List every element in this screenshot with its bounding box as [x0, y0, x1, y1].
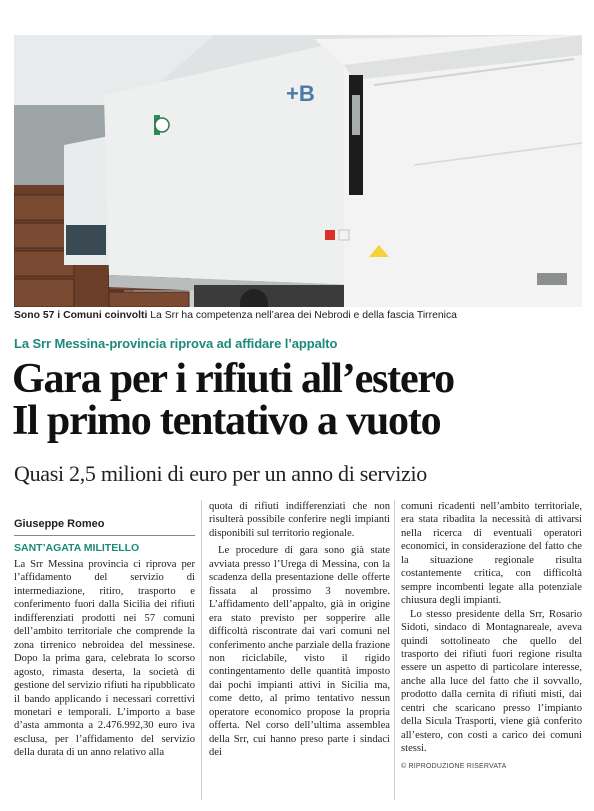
garbage-truck-illustration — [14, 35, 582, 307]
paragraph: Lo stesso presidente della Srr, Rosario Sidoti, sindaco di Montagnareale, aveva quindi sottolineato che quello del trasporto dei rifiuti fuori regione risulta essere un aspetto di particolare interesse, anche alla luce del fatto che il sovvallo, prodotto dalla cernita di rifiuti misti, dai centri che scaricano presso l’impianto della Sicula Trasporti, viene già conferito all’estero, con costi a carico dei comuni stessi. — [401, 608, 582, 755]
article-column-2 — [209, 500, 390, 760]
column-divider — [394, 500, 395, 800]
byline-divider — [14, 535, 195, 536]
article-photo — [14, 35, 582, 307]
caption-lead: Sono 57 i Comuni coinvolti — [14, 310, 148, 321]
byline: Giuseppe Romeo — [14, 518, 105, 530]
article-kicker: La Srr Messina-provincia riprova ad affidare l’appalto — [14, 336, 338, 351]
article-headline — [12, 358, 586, 442]
paragraph: Le procedure di gara sono già state avviata presso l’Urega di Messina, con la scadenza della presentazione delle offerte fissata al prossimo 3 novembre. L’affidamento dell’appalto, già in origine era stato previsto per sopperire alle difficoltà riscontrate dai vari comuni nel conferimento anche parziale della frazione non riciclabile, visto il rigido contingentamento delle quantità imposto dai pochi impianti attivi in Sicilia ma, come detto, al primo tentativo nessun operatore economico propose la propria offerta. Nel corso dell’ultima assemblea della Srr, cui hanno preso parte i sindaci dei — [209, 545, 390, 759]
paragraph: La Srr Messina provincia ci riprova per l’affidamento del servizio di intermediazione, ritiro, trasporto e conferimento fuori dalla Sicilia dei rifiuti indifferenziati prodotti nei 57 comuni dell’ambito territoriale che comprende la zona tirrenico nebroidea del messinese. Dopo la prima gara, celebrata lo scorso agosto, rimasta deserta, la società di gestione del servizio rifiuti ha ripubblicato il bando applicando i necessari correttivi monetari e temporali. L’importo a base d’asta ammonta a 2.476.992,30 euro iva esclusa, per l’affidamento del servizio della durata di un anno relativo alla — [14, 559, 195, 759]
article-subhead: Quasi 2,5 milioni di euro per un anno di servizio — [14, 461, 428, 486]
dateline-location: SANT’AGATA MILITELLO — [14, 542, 140, 554]
article-column-1 — [14, 517, 195, 760]
paragraph: quota di rifiuti indifferenziati che non risulterà possibile conferire negli impianti disponibili sul territorio regionale. — [209, 501, 390, 539]
svg-text:+B: +B — [286, 81, 315, 106]
article-column-3 — [401, 500, 582, 773]
column-divider — [201, 500, 202, 800]
copyright-credit: © RIPRODUZIONE RISERVATA — [401, 762, 507, 770]
caption-text: La Srr ha competenza nell’area dei Nebrodi e della fascia Tirrenica — [147, 310, 457, 321]
photo-caption — [14, 309, 582, 322]
headline-line-2: Il primo tentativo a vuoto — [12, 398, 441, 444]
headline-line-1: Gara per i rifiuti all’estero — [12, 356, 454, 402]
paragraph: comuni ricadenti nell’ambito territoriale, era stata ribadita la necessità di attivarsi nella ricerca di eventuali operatori economici, in considerazione del fatto che la situazione regionale risulta costantemente critica, con difficoltà sempre incombenti legate alla potenziale chiusura degli impianti. — [401, 501, 582, 607]
